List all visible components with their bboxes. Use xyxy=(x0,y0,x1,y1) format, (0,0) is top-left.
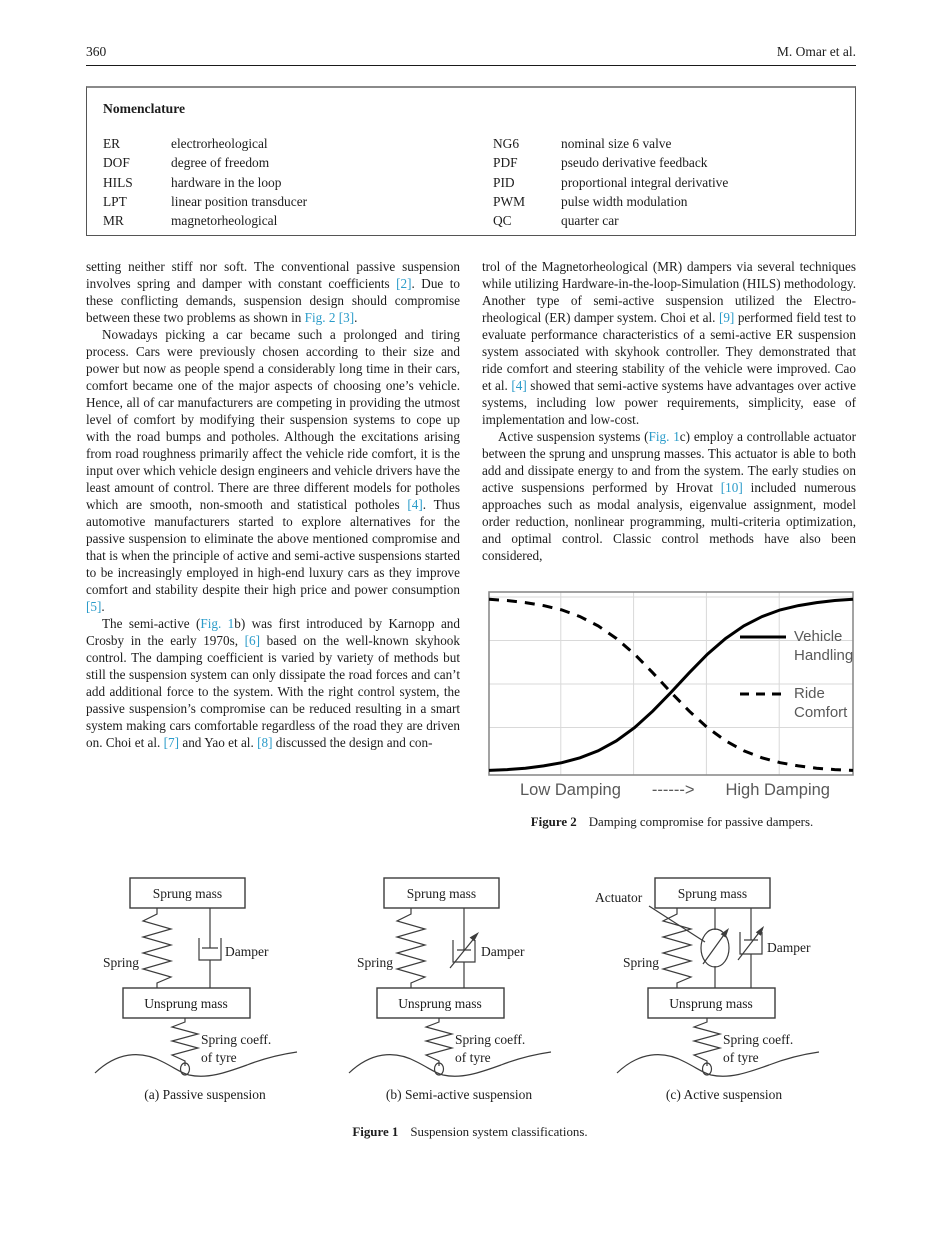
text-run: . Due to these conflicting demands, suspension design should compromise between these two problems as shown in xyxy=(86,276,460,325)
paragraph xyxy=(86,326,460,615)
legend-line: Ride xyxy=(794,685,825,702)
paragraph xyxy=(86,258,460,326)
road-profile xyxy=(95,1052,297,1076)
paragraph xyxy=(482,258,856,428)
citation-link[interactable]: [8] xyxy=(257,735,273,750)
figure2-chart xyxy=(488,591,854,776)
variable-arrow xyxy=(450,936,476,968)
running-head: M. Omar et al. xyxy=(776,44,856,59)
diagram-passive-suspension xyxy=(85,876,325,1103)
damper-label: Damper xyxy=(481,944,525,959)
citation-link[interactable]: [4] xyxy=(511,378,527,393)
abbreviation: PID xyxy=(493,174,515,190)
damper-symbol xyxy=(740,908,762,988)
nomenclature-title: Nomenclature xyxy=(103,101,186,116)
body-right-column xyxy=(482,258,856,831)
citation-link[interactable]: [2] xyxy=(396,276,412,291)
citation-link[interactable]: [7] xyxy=(163,735,180,750)
actuator-arrow xyxy=(703,932,726,964)
tyre-spring-label-2: of tyre xyxy=(201,1050,237,1065)
citation-link[interactable]: Fig. 1 xyxy=(200,616,235,631)
road-profile xyxy=(617,1052,819,1076)
abbreviation: DOF xyxy=(103,155,130,171)
nomenclature-entry xyxy=(493,173,839,192)
text-run: and Yao et al. xyxy=(179,735,258,750)
figure1-caption-text: Suspension system classifications. xyxy=(410,1125,588,1139)
legend-label xyxy=(794,684,847,722)
tyre-spring-label-1: Spring coeff. xyxy=(201,1032,272,1047)
text-run: setting neither stiff nor soft. The conventional passive suspension involves spring and damper with constant coefficients xyxy=(86,259,460,291)
diagram-active-svg xyxy=(593,876,855,1081)
diagram-semi-active-svg xyxy=(339,876,579,1081)
unsprung-mass-label: Unsprung mass xyxy=(144,996,228,1011)
tyre-spring-label-2: of tyre xyxy=(455,1050,491,1065)
text-run: . xyxy=(354,310,358,325)
abbreviation: HILS xyxy=(103,174,133,190)
citation-link[interactable]: [3] xyxy=(338,310,355,325)
abbreviation: LPT xyxy=(103,193,127,209)
nomenclature-entry xyxy=(103,134,471,153)
text-run: included numerous approaches such as modal analysis, eigenvalue assignment, model order reduction, nonlinear programming, multi-criteria optimization, and optimal control. Classic control methods have also been considered, xyxy=(482,480,856,563)
diagram-semi-active-suspension xyxy=(339,876,579,1103)
nomenclature-entry xyxy=(103,153,471,172)
text-run: discussed the design and con- xyxy=(272,735,433,750)
damper-symbol xyxy=(199,908,221,988)
definition: proportional integral derivative xyxy=(561,174,729,190)
figure2-caption xyxy=(488,814,856,831)
legend-label xyxy=(794,627,853,665)
tyre-spring-symbol xyxy=(694,1018,720,1066)
figure1 xyxy=(78,876,862,1140)
figure1-diagrams-row xyxy=(78,876,862,1103)
abbreviation: MR xyxy=(103,213,124,229)
text-run: . xyxy=(101,599,105,614)
definition: hardware in the loop xyxy=(171,174,282,190)
citation-link[interactable]: Fig. 1 xyxy=(648,429,680,444)
abbreviation: PDF xyxy=(493,155,518,171)
nomenclature-entry xyxy=(493,211,839,230)
citation-link[interactable]: [6] xyxy=(244,633,260,648)
text-run: Active suspension systems ( xyxy=(498,429,649,444)
body-left-column xyxy=(86,258,460,751)
abbreviation: ER xyxy=(103,136,121,151)
definition: quarter car xyxy=(561,213,619,229)
road-profile xyxy=(349,1052,551,1076)
definition: degree of freedom xyxy=(171,155,270,171)
actuator-label: Actuator xyxy=(595,890,643,905)
figure2-caption-label: Figure 2 xyxy=(530,815,577,829)
tyre-spring-symbol xyxy=(172,1018,198,1066)
nomenclature-entry xyxy=(493,134,839,153)
legend-entry-ride-comfort xyxy=(740,684,847,722)
citation-link[interactable]: [9] xyxy=(718,310,735,325)
nomenclature-entry xyxy=(103,173,471,192)
figure2-x-axis-labels xyxy=(488,776,854,799)
text-run: The semi-active ( xyxy=(102,616,201,631)
unsprung-mass-label: Unsprung mass xyxy=(669,996,753,1011)
text-run: showed that semi-active systems have advantages over active systems, including low power requirements, simplicity, ease of implementation and low-cost. xyxy=(482,378,856,427)
legend-line: Vehicle xyxy=(794,628,843,645)
citation-link[interactable]: [4] xyxy=(407,497,423,512)
legend-line: Comfort xyxy=(794,704,848,721)
page-number: 360 xyxy=(86,44,107,59)
legend-entry-vehicle-handling xyxy=(740,627,853,665)
figure1-caption-label: Figure 1 xyxy=(352,1125,399,1139)
abbreviation: NG6 xyxy=(493,136,520,151)
spring-label: Spring xyxy=(356,955,393,970)
dashed-line-sample-icon xyxy=(740,691,786,697)
text-run: . Thus automotive manufacturers started to explore alternatives for the passive suspension to eliminate the above mentioned compromise and that is when the principle of active and semi-active suspensions started to be increasingly employed in high-end luxury cars as they improve comfort and stability despite their high price and power consumption xyxy=(86,497,460,597)
citation-link[interactable]: Fig. 2 xyxy=(304,310,336,325)
diagram-b-caption: (b) Semi-active suspension xyxy=(385,1087,533,1102)
right-column-paragraphs xyxy=(482,258,856,564)
definition: nominal size 6 valve xyxy=(561,136,672,151)
paragraph xyxy=(482,428,856,564)
definition: linear position transducer xyxy=(171,193,308,209)
definition: magnetorheological xyxy=(171,213,278,229)
figure1-caption xyxy=(78,1125,862,1140)
nomenclature-box xyxy=(86,86,856,236)
unsprung-mass-label: Unsprung mass xyxy=(398,996,482,1011)
text-run: based on the well-known skyhook control. The damping coefficient is varied by variety of methods but still the suspension system can only dissipate the road forces and can’t add additional force to the system. With the right control system, the passive suspension’s compromise can be reduced resulting in a smart system making cars comfortable regardless of the road they are driven on. Choi et al. xyxy=(86,633,460,750)
citation-link[interactable]: [5] xyxy=(86,599,102,614)
x-axis-label-low: Low Damping xyxy=(520,781,621,799)
nomenclature-entry xyxy=(103,211,471,230)
diagram-passive-svg xyxy=(85,876,325,1081)
spring-symbol xyxy=(143,908,171,988)
abbreviation: QC xyxy=(493,213,512,229)
tyre-spring-symbol xyxy=(426,1018,452,1066)
text-run: trol of the Magnetorheological (MR) dampers via several techniques while utilizing Hardware-in-the-loop-Simulation (HILS) methodology. Another type of semi-active suspension utilized the Electro-rheological (ER) damper system. Choi et al. xyxy=(482,259,856,325)
text-run: c) employ a controllable actuator between the sprung and unsprung masses. This actuator is able to both add and dissipate energy to and from the system. The early studies on active suspensions performed by Hrovat xyxy=(482,429,857,495)
nomenclature-left-column xyxy=(103,134,471,230)
damper-label: Damper xyxy=(767,940,811,955)
tyre-spring-label-2: of tyre xyxy=(723,1050,759,1065)
figure2 xyxy=(488,591,856,831)
sprung-mass-label: Sprung mass xyxy=(152,886,223,901)
nomenclature-entry xyxy=(493,192,839,211)
nomenclature-right-column xyxy=(471,134,839,230)
definition: electrorheological xyxy=(171,136,268,151)
spring-symbol xyxy=(397,908,425,988)
spring-symbol xyxy=(663,908,691,988)
citation-link[interactable]: [10] xyxy=(720,480,743,495)
text-run: Nowadays picking a car became such a prolonged and tiring process. Cars were previously chosen according to their size and power but now as people spend a considerably long time in their cars, comfort became one of the major aspects of choosing one’s vehicle. Hence, all of car manufacturers are competing in providing the utmost level of comfort by modifying their suspension systems to cope up with the road bumps and potholes. Although the excitations arising from road roughness primarily affect the vehicle ride comfort, it is the input over which vehicle design engineers and vehicle drivers have the least amount of control. There are three different models for potholes which are smooth, non-smooth and statistical potholes xyxy=(86,327,460,512)
tyre-spring-label-1: Spring coeff. xyxy=(723,1032,794,1047)
diagram-c-caption: (c) Active suspension xyxy=(665,1087,783,1102)
spring-label: Spring xyxy=(622,955,659,970)
solid-line-sample-icon xyxy=(740,634,786,640)
damper-label: Damper xyxy=(225,944,269,959)
damper-symbol xyxy=(453,908,475,988)
diagram-active-suspension xyxy=(593,876,855,1103)
page-header xyxy=(86,44,856,66)
definition: pulse width modulation xyxy=(561,193,688,209)
text-run: b) was first introduced by Karnopp and Crosby in the early 1970s, xyxy=(86,616,460,648)
text-run: performed field test to evaluate performance characteristics of a semi-active ER suspension system associated with skyhook controller. They demonstrated that ride comfort and steering stability of the vehicle were improved. Cao et al. xyxy=(482,310,856,393)
sprung-mass-label: Sprung mass xyxy=(677,886,748,901)
x-axis-arrow: ------> xyxy=(651,781,695,799)
sprung-mass-label: Sprung mass xyxy=(406,886,477,901)
paragraph xyxy=(86,615,460,751)
x-axis-label-high: High Damping xyxy=(725,781,830,799)
nomenclature-entry xyxy=(493,153,839,172)
nomenclature-columns xyxy=(103,134,839,230)
actuator-arrowhead xyxy=(721,928,729,938)
variable-arrowhead xyxy=(470,932,479,941)
diagram-a-caption: (a) Passive suspension xyxy=(144,1087,266,1102)
legend-line: Handling xyxy=(794,647,854,664)
figure2-caption-text: Damping compromise for passive dampers. xyxy=(588,815,814,829)
definition: pseudo derivative feedback xyxy=(561,155,708,171)
nomenclature-entry xyxy=(103,192,471,211)
variable-arrow xyxy=(738,930,761,960)
tyre-spring-label-1: Spring coeff. xyxy=(455,1032,526,1047)
abbreviation: PWM xyxy=(493,193,525,209)
spring-label: Spring xyxy=(102,955,139,970)
